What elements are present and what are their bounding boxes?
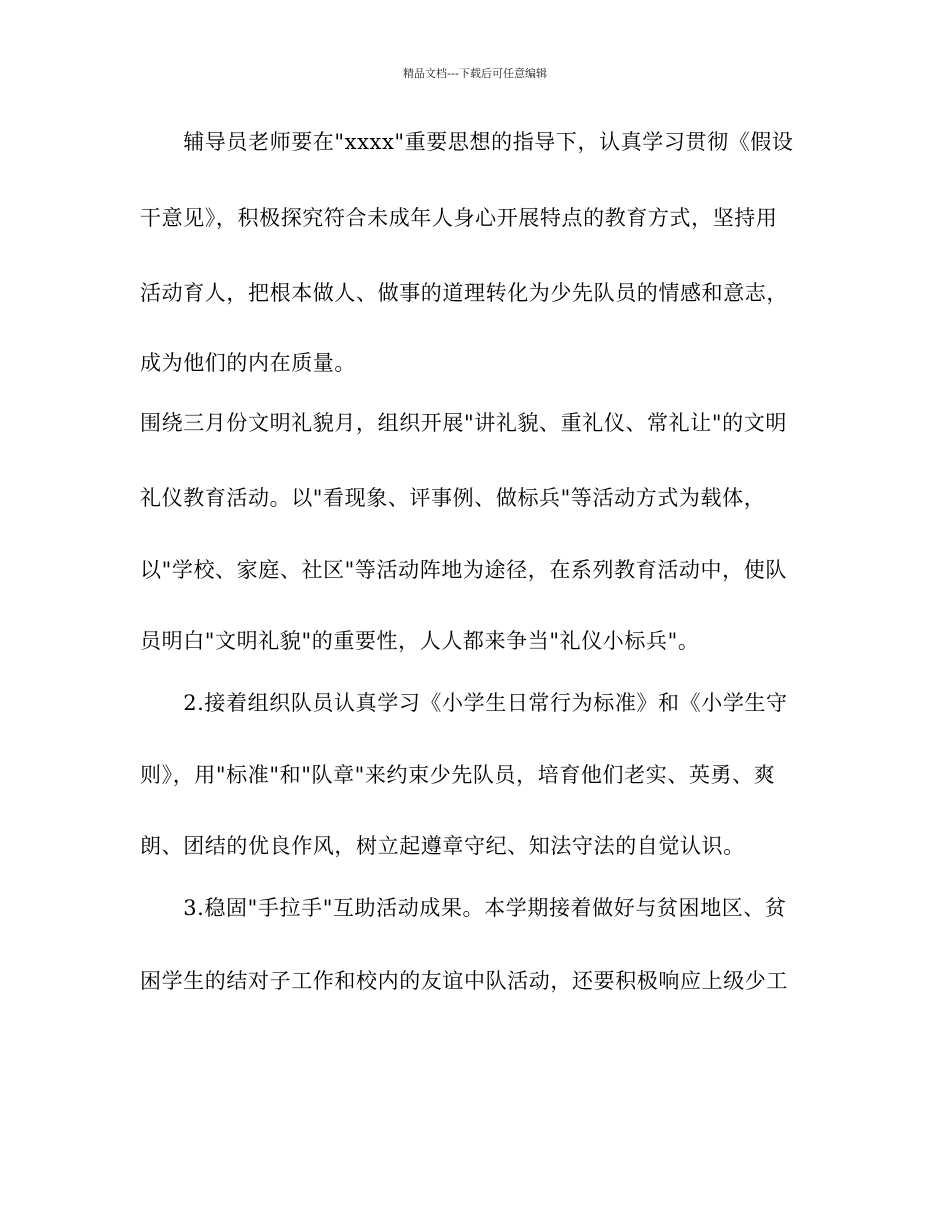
text-line: 干意见》，积极探究符合未成年人身心开展特点的教育方式，坚持用 <box>140 206 778 230</box>
text-line: 3.稳固"手拉手"互助活动成果。本学期接着做好与贫困地区、贫 <box>140 896 787 920</box>
text-line: 辅导员老师要在"xxxx"重要思想的指导下，认真学习贯彻《假设 <box>140 130 794 154</box>
text-line: 困学生的结对子工作和校内的友谊中队活动，还要积极响应上级少工 <box>140 969 788 993</box>
text-line: 围绕三月份文明礼貌月，组织开展"讲礼貌、重礼仪、常礼让"的文明 <box>140 411 787 435</box>
text-line: 员明白"文明礼貌"的重要性，人人都来争当"礼仪小标兵"。 <box>140 629 700 653</box>
text-line: 成为他们的内在质量。 <box>140 351 356 375</box>
text-line: 朗、团结的优良作风，树立起遵章守纪、知法守法的自觉认识。 <box>140 834 745 858</box>
text-line: 以"学校、家庭、社区"等活动阵地为途径，在系列教育活动中，使队 <box>140 558 787 582</box>
text-line: 活动育人，把根本做人、做事的道理转化为少先队员的情感和意志， <box>140 281 788 305</box>
text-line: 则》，用"标准"和"队章"来约束少先队员，培育他们老实、英勇、爽 <box>140 763 776 787</box>
page-header: 精品文档---下载后可任意编辑 <box>403 67 547 80</box>
text-line: 礼仪教育活动。以"看现象、评事例、做标兵"等活动方式为载体， <box>140 486 766 510</box>
text-line: 2.接着组织队员认真学习《小学生日常行为标准》和《小学生守 <box>140 691 788 715</box>
